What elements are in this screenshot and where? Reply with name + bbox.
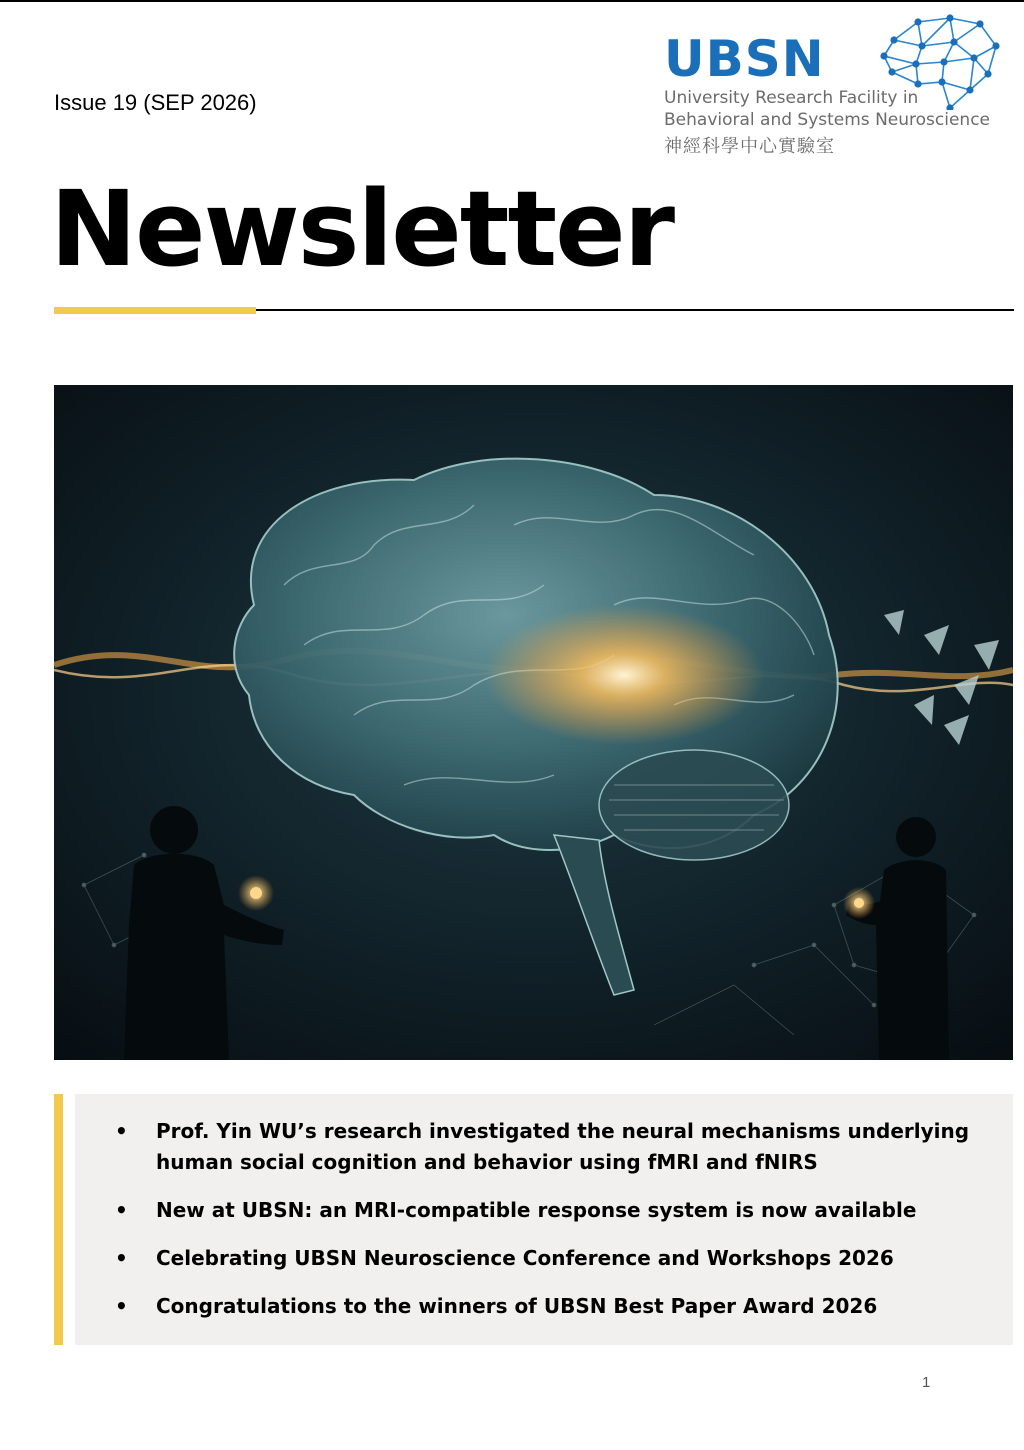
bullet: • <box>115 1198 128 1222</box>
bullet: • <box>115 1119 128 1143</box>
ubsn-logo <box>664 12 1009 162</box>
list-item-text: Congratulations to the winners of UBSN Best Paper Award 2026 <box>156 1294 878 1318</box>
highlights-box <box>75 1094 1013 1345</box>
list-item[interactable] <box>115 1243 995 1274</box>
page-number: 1 <box>922 1374 931 1391</box>
hero-brain-image <box>54 385 1013 1060</box>
logo-wordmark: UBSN <box>664 30 825 88</box>
list-item[interactable] <box>115 1116 995 1178</box>
issue-label: Issue 19 (SEP 2026) <box>54 90 257 115</box>
list-item-text: Celebrating UBSN Neuroscience Conference and Workshops 2026 <box>156 1246 894 1270</box>
logo-chinese-name: 神經科學中心實驗室 <box>664 136 835 157</box>
highlights-panel <box>54 1094 1013 1345</box>
bullet: • <box>115 1294 128 1318</box>
logo-subtitle-line2: Behavioral and Systems Neuroscience <box>664 110 991 130</box>
page-title: Newsletter <box>50 168 673 290</box>
highlights-accent-bar <box>54 1094 63 1345</box>
list-item-text: New at UBSN: an MRI-compatible response system is now available <box>156 1198 917 1222</box>
title-rule <box>256 309 1014 311</box>
list-item[interactable] <box>115 1291 995 1322</box>
list-item[interactable] <box>115 1195 995 1226</box>
list-item-text: Prof. Yin WU’s research investigated the neural mechanisms underlying human social cognition and behavior using fMRI and fNIRS <box>156 1119 970 1174</box>
logo-subtitle-line1: University Research Facility in <box>664 88 919 108</box>
title-accent-rule <box>54 307 256 314</box>
highlights-list <box>115 1116 995 1339</box>
top-rule <box>0 0 1024 2</box>
bullet: • <box>115 1246 128 1270</box>
